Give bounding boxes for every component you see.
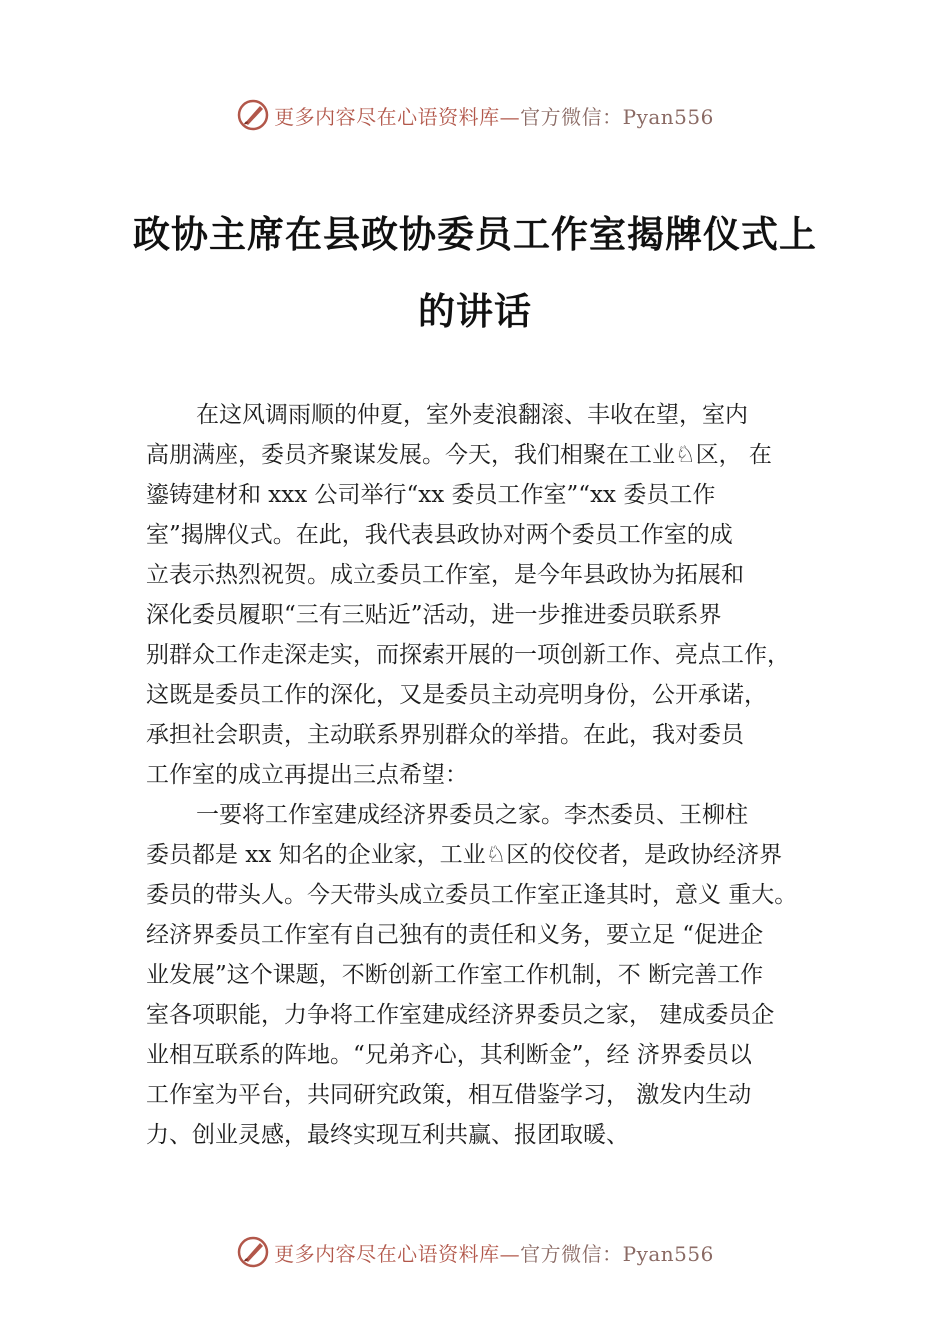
document-title-line2: 的讲话 xyxy=(418,289,532,333)
paragraph-line: 工作室的成立再提出三点希望： xyxy=(146,762,468,788)
paragraph-line: 业相互联系的阵地。“兄弟齐心，其利断金”，经 济界委员以 xyxy=(146,1042,752,1068)
paragraph-line: 高朋满座，委员齐聚谋发展。今天，我们相聚在工业♘区， 在 xyxy=(146,442,772,468)
brush-logo-icon xyxy=(236,1235,270,1269)
paragraph-line: 委员都是 xx 知名的企业家，工业♘区的佼佼者，是政协经济界 xyxy=(146,842,783,868)
paragraph-line: 业发展”这个课题，不断创新工作室工作机制，不 断完善工作 xyxy=(146,962,764,988)
paragraph-line: 一要将工作室建成经济界委员之家。李杰委员、王柳柱 xyxy=(196,802,748,828)
watermark-text: 更多内容尽在心语资料库—官方微信：Pyan556 xyxy=(274,1241,714,1266)
paragraph-line: 力、创业灵感，最终实现互利共赢、报团取暖、 xyxy=(146,1122,629,1148)
paragraph-line: 承担社会职责，主动联系界别群众的举措。在此，我对委员 xyxy=(146,722,744,748)
paragraph-line: 工作室为平台，共同研究政策，相互借鉴学习， 激发内生动 xyxy=(146,1082,752,1108)
paragraph-line: 立表示热烈祝贺。成立委员工作室，是今年县政协为拓展和 xyxy=(146,562,744,588)
paragraph-line: 这既是委员工作的深化，又是委员主动亮明身份，公开承诺， xyxy=(146,682,767,708)
footer-watermark xyxy=(0,1232,950,1272)
header-watermark xyxy=(0,95,950,135)
paragraph-line: 别群众工作走深走实，而探索开展的一项创新工作、亮点工作， xyxy=(146,642,790,668)
brush-logo-icon xyxy=(236,98,270,132)
paragraph-line: 室”揭牌仪式。在此，我代表县政协对两个委员工作室的成 xyxy=(146,522,733,548)
paragraph-line: 鎏铸建材和 xxx 公司举行“xx 委员工作室”“xx 委员工作 xyxy=(146,482,716,508)
paragraph-line: 经济界委员工作室有自己独有的责任和义务，要立足 “促进企 xyxy=(146,922,764,948)
watermark-text: 更多内容尽在心语资料库—官方微信：Pyan556 xyxy=(274,104,714,129)
paragraph-line: 在这风调雨顺的仲夏，室外麦浪翻滚、丰收在望，室内 xyxy=(196,402,748,428)
paragraph-line: 委员的带头人。今天带头成立委员工作室正逢其时，意义 重大。 xyxy=(146,882,798,908)
speech-body xyxy=(146,395,846,1155)
paragraph-line: 室各项职能，力争将工作室建成经济界委员之家， 建成委员企 xyxy=(146,1002,775,1028)
paragraph-line: 深化委员履职“三有三贴近”活动，进一步推进委员联系界 xyxy=(146,602,722,628)
document-title-line1: 政协主席在县政协委员工作室揭牌仪式上 xyxy=(133,212,817,256)
